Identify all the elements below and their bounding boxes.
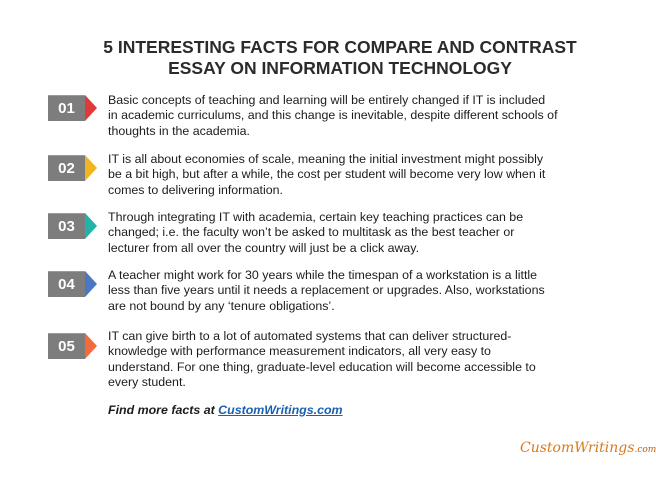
logo-suffix: .com: [634, 445, 656, 455]
title-line-1: 5 INTERESTING FACTS FOR COMPARE AND CONTRAST: [103, 37, 577, 57]
page-title: [60, 37, 620, 79]
fact-number: 01: [48, 95, 85, 121]
fact-number: 04: [48, 271, 85, 297]
footer-line: [108, 403, 343, 417]
badge-arrow-icon: [85, 155, 97, 181]
fact-number: 03: [48, 213, 85, 239]
fact-number-badge: [48, 213, 98, 239]
fact-text: IT is all about economies of scale, meaning the initial investment might possibly be a bit high, but after a while, the cost per student will become very low when it comes to delivering information.: [108, 152, 546, 197]
badge-arrow-icon: [85, 333, 97, 359]
fact-number-badge: [48, 95, 98, 121]
fact-text: A teacher might work for 30 years while the timespan of a workstation is a little less than five years until it needs a replacement or upgrades. Also, workstations are not bound by any ‘tenure obligations’.: [108, 268, 545, 313]
badge-arrow-icon: [85, 213, 97, 239]
fact-text: IT can give birth to a lot of automated systems that can deliver structured-knowledge with performance measurement indicators, all very easy to understand. For one thing, graduate-level education will become accessible to every student.: [108, 329, 536, 389]
customwritings-logo: [520, 440, 656, 456]
fact-number-badge: [48, 271, 98, 297]
title-line-2: ESSAY ON INFORMATION TECHNOLOGY: [168, 58, 512, 78]
footer-prefix: Find more facts at: [108, 403, 219, 417]
fact-number: 02: [48, 155, 85, 181]
badge-arrow-icon: [85, 95, 97, 121]
badge-arrow-icon: [85, 271, 97, 297]
logo-main: CustomWritings: [520, 440, 635, 456]
fact-text: Basic concepts of teaching and learning will be entirely changed if IT is included in academic curriculums, and this change is inevitable, despite different schools of thoughts in the academia.: [108, 93, 558, 138]
fact-number-badge: [48, 155, 98, 181]
fact-number-badge: [48, 333, 98, 359]
customwritings-link[interactable]: CustomWritings.com: [218, 403, 343, 417]
fact-text: Through integrating IT with academia, certain key teaching practices can be changed; i.e. the faculty won’t be asked to multitask as the best teacher or lecturer from all over the country will just be a click away.: [108, 210, 524, 255]
fact-number: 05: [48, 333, 85, 359]
